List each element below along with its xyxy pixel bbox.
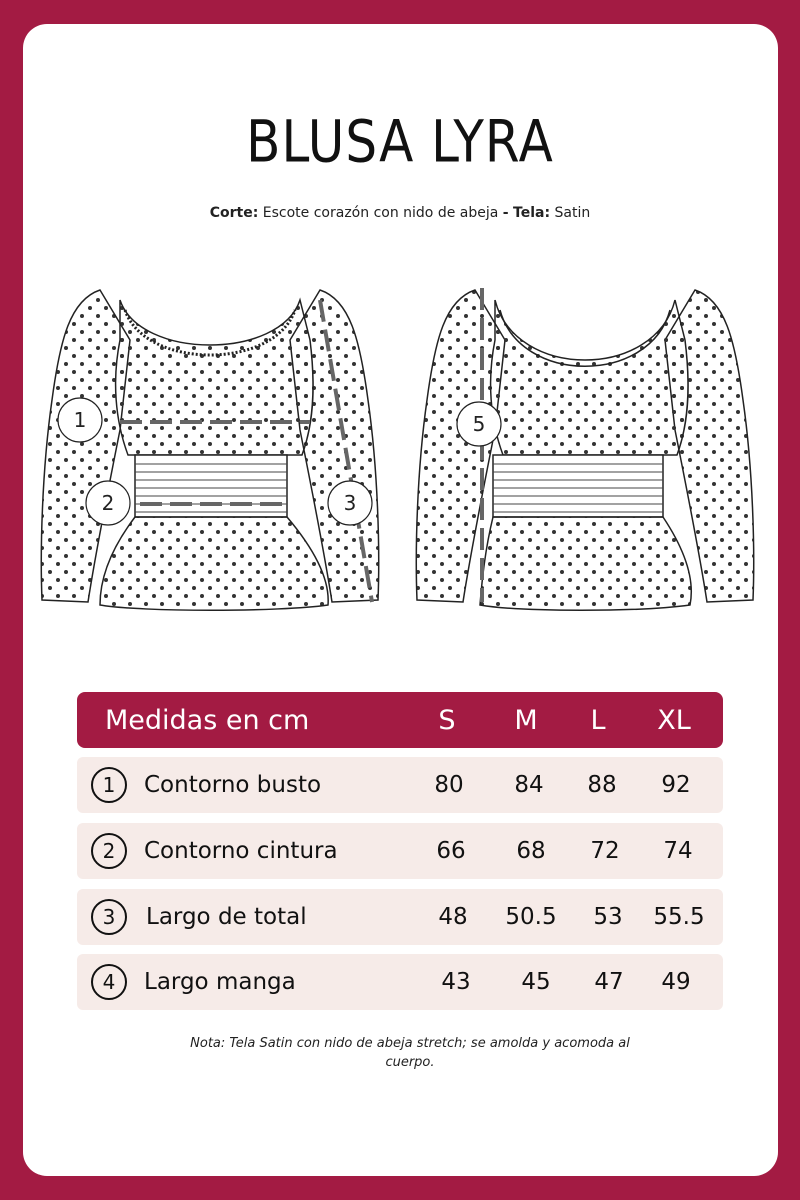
table-row [77, 757, 723, 813]
table-header [77, 692, 723, 748]
garment-illustrations [30, 280, 770, 620]
svg-text:2: 2 [101, 491, 115, 515]
marker-3 [328, 481, 372, 525]
value-s: 80 [434, 772, 464, 798]
row-label: Contorno busto [144, 772, 322, 798]
value-xl: 55.5 [653, 904, 705, 930]
svg-text:1: 1 [73, 408, 87, 432]
svg-text:5: 5 [472, 412, 486, 436]
corte-label: Corte: [209, 205, 259, 221]
value-s: 43 [441, 969, 471, 995]
marker-1 [58, 398, 102, 442]
back-peplum [480, 517, 691, 610]
value-s: 66 [436, 838, 466, 864]
size-table [77, 692, 723, 995]
table-row [77, 889, 723, 945]
footnote: Nota: Tela Satin con nido de abeja stretch; se amolda y acomoda al cuerpo. [190, 1036, 630, 1070]
value-m: 45 [521, 969, 551, 995]
back-view [416, 288, 753, 610]
front-view [41, 290, 378, 610]
row-label: Largo de total [146, 904, 307, 930]
row-number: 2 [91, 833, 127, 869]
row-label: Contorno cintura [144, 838, 338, 864]
header-size-s: S [438, 704, 456, 736]
marker-5 [457, 402, 501, 446]
subtitle [0, 205, 800, 221]
value-m: 84 [514, 772, 544, 798]
row-number: 3 [91, 899, 127, 935]
value-m: 50.5 [505, 904, 557, 930]
front-bodice [116, 300, 314, 455]
tela-label: Tela: [513, 205, 551, 221]
back-bodice [491, 300, 689, 455]
value-m: 68 [516, 838, 546, 864]
header-size-l: L [590, 704, 606, 736]
marker-2 [86, 481, 130, 525]
page-title: BLUSA LYRA [246, 108, 554, 176]
header-label: Medidas en cm [105, 704, 310, 736]
row-number: 4 [91, 964, 127, 1000]
value-l: 72 [590, 838, 620, 864]
value-xl: 92 [661, 772, 691, 798]
value-s: 48 [438, 904, 468, 930]
value-xl: 49 [661, 969, 691, 995]
corte-value: Escote corazón con nido de abeja [262, 205, 499, 221]
value-xl: 74 [663, 838, 693, 864]
header-size-m: M [514, 704, 538, 736]
value-l: 53 [593, 904, 623, 930]
separator: - [502, 205, 509, 221]
table-row [77, 823, 723, 879]
front-peplum [100, 517, 328, 610]
row-number: 1 [91, 767, 127, 803]
header-size-xl: XL [657, 704, 691, 736]
value-l: 47 [594, 969, 624, 995]
table-row [77, 954, 723, 1010]
row-label: Largo manga [144, 969, 296, 995]
value-l: 88 [587, 772, 617, 798]
tela-value: Satin [554, 205, 591, 221]
svg-text:3: 3 [343, 491, 357, 515]
